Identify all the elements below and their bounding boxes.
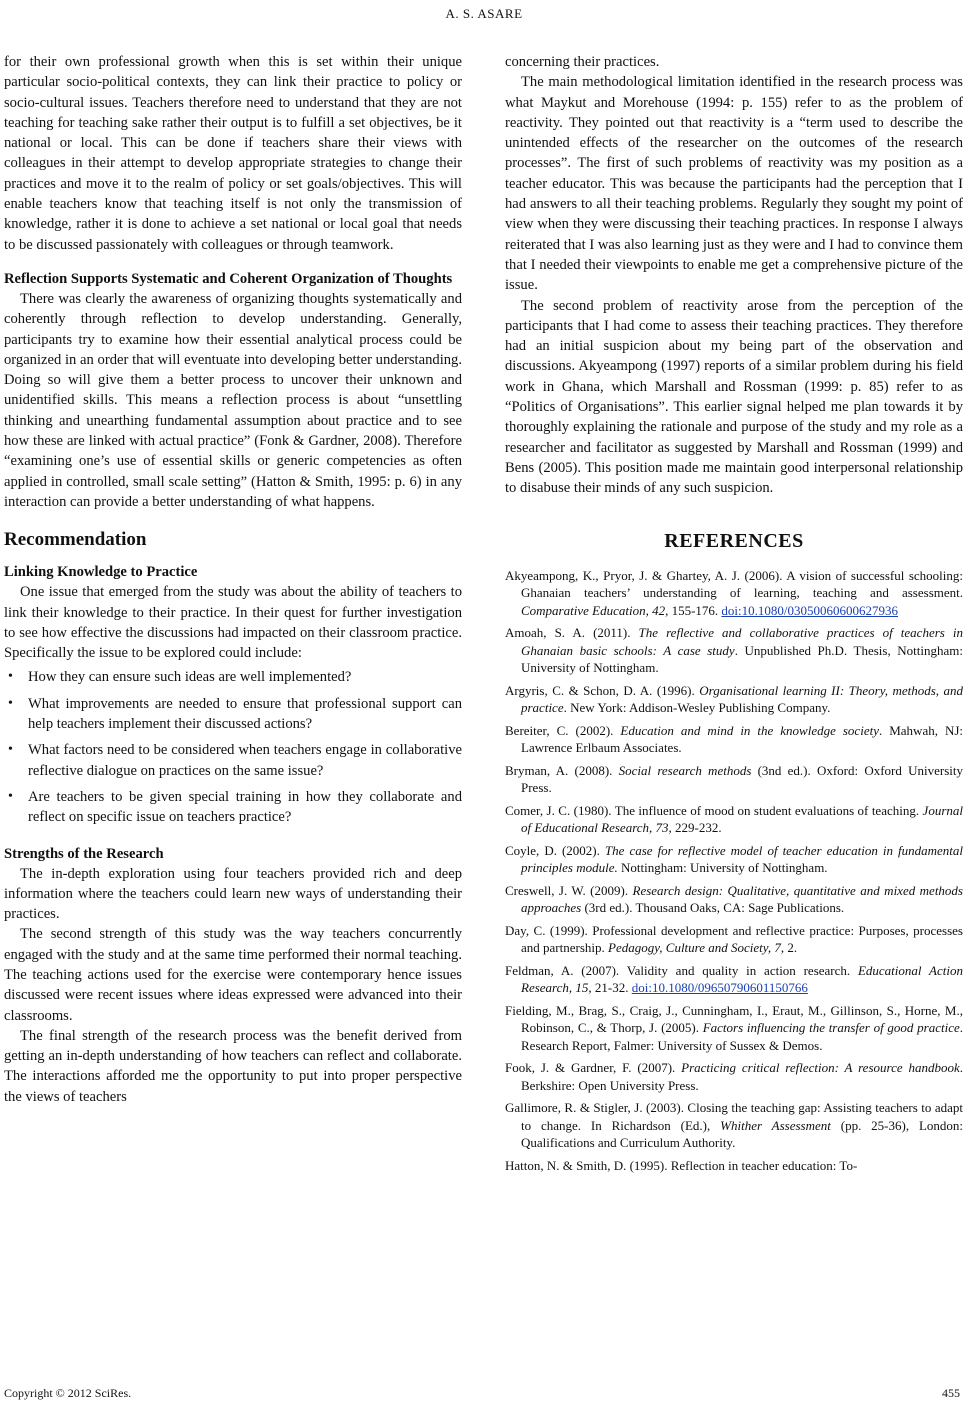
paragraph: One issue that emerged from the study was about the ability of teachers to link their knowledge to their practice. In their quest for further investigation to see how effective the discussions had impacted on their classroom practice. Specifically the issue to be explored could include: [4, 584, 462, 662]
reference-text: Coyle, D. (2002). [505, 842, 605, 858]
reference-entry [505, 842, 963, 877]
reference-text: . Unpublished Ph.D. Thesis, Nottingham: University of Nottingham. [521, 642, 964, 676]
reference-text: Creswell, J. W. (2009). [505, 882, 633, 898]
bullet-item: • What factors need to be considered when teachers engage in collaborative reflective dialogue on practices on the same issue? [4, 740, 462, 781]
reference-entry [505, 722, 963, 757]
paragraph: The second problem of reactivity arose from the perception of the participants that I had come to assess their teaching practices. They therefore had an initial suspicion about my being part of the observation and discussions. Akyeampong (1997) reports of a similar problem during his field work in Ghana, which Marshall and Rossman (1999: p. 85) refer to as “Politics of Organisations”. This earlier signal helped me plan towards it by thoroughly explaining the rationale and purpose of the study and my role as a researcher and facilitator as suggested by Marshall and Rossman (1999) and Bens (2005). This position made me maintain good interpersonal relationship to disabuse their minds of any such suspicion. [505, 297, 963, 497]
reference-text: . New York: Addison-Wesley Publishing Company. [563, 700, 831, 716]
reference-source: Comparative Education, 42, [521, 602, 669, 618]
paragraph: concerning their practices. [505, 54, 660, 70]
paragraph: The main methodological limitation identified in the research process was what Maykut and Morehouse (1994: p. 155) refer to as the problem of reactivity. They pointed out that reactivity is a “term used to describe the unintended effects of the researcher on the outcomes of the research processes”. The first of such problems of reactivity was my position as a teacher educator. This was because the participants had the perception that I had answers to all their teaching problems. Regularly they sought my point of view when they were discussing their teaching practices. In response I always reiterated that I was also learning just as they were and I had to convince them that I needed their viewpoints to enable me get a comprehensive picture of the issue. [505, 74, 963, 294]
reference-text: (pp. 25-36), London: Qualifications and Curriculum Authority. [521, 1117, 964, 1151]
left-column [4, 52, 462, 1107]
bullet-item: • How they can ensure such ideas are well implemented? [4, 667, 462, 687]
references-heading: REFERENCES [664, 529, 804, 552]
reference-text: Fielding, M., Brag, S., Craig, J., Cunningham, I., Eraut, M., Gillinson, S., Horne, M., Robinson, C., & Thorp, J. (2005). [505, 1002, 963, 1036]
reference-text: Argyris, C. & Schon, D. A. (1996). [505, 682, 700, 698]
reference-source: Social research methods [618, 762, 752, 778]
reference-source: Organisational learning II: Theory, methods, and practice [521, 682, 964, 716]
paragraph: for their own professional growth when this is set within their unique particular socio-political contexts, they can link their practice to policy or socio-cultural issues. Teachers therefore need to understand that they are not teaching for teaching sake rather their output is to fulfill a set objectives, be it national or local. This can be done if teachers share their views with colleagues in their attempt to develop appropriate strategies to change their practices and move it to the realm of policy or set goals/objectives. This will enable teachers know that teaching itself is not only the transmission of knowledge, rather it is done to achieve a set national or local goal that needs to be discussed passionately with colleagues or through teamwork. [4, 54, 462, 253]
reference-text: . Mahwah, NJ: Lawrence Erlbaum Associates. [521, 722, 964, 756]
reference-text: Feldman, A. (2007). Validity and quality in action research. [505, 962, 858, 978]
reference-text: Amoah, S. A. (2011). [505, 625, 639, 641]
paragraph: The in-depth exploration using four teachers provided rich and deep information where the teachers could learn new ways of understanding their practices. [4, 865, 462, 923]
reference-entry [505, 802, 963, 837]
reference-source: Practicing critical reflection: A resource handbook [681, 1060, 960, 1076]
reference-text: Akyeampong, K., Pryor, J. & Ghartey, A. J. (2006). A vision of successful schooling: Ghanaian teachers’ understanding of learning, teaching and assessment. [505, 567, 963, 601]
reference-source: Research design: Qualitative, quantitative and mixed methods approaches [521, 882, 963, 916]
bullet-item: • Are teachers to be given special training in how they collaborate and reflect on specific issue on teachers practice? [4, 787, 462, 828]
reference-text: Nottingham: University of Nottingham. [617, 860, 828, 876]
reference-text: 155-176. [668, 602, 722, 618]
reference-entry [505, 567, 963, 620]
reference-text: . Berkshire: Open University Press. [521, 1060, 963, 1093]
reference-text: Comer, J. C. (1980). The influence of mood on student evaluations of teaching. [505, 802, 923, 818]
reference-text: Bereiter, C. (2002). [505, 722, 621, 738]
paragraph: The final strength of the research process was the benefit derived from getting an in-depth understanding of how teachers can reflect and collaborate. The interactions afforded me the opportunity to put into proper perspective the views of teachers [4, 1027, 462, 1105]
reference-entry [505, 1099, 963, 1152]
section-heading-reflection: Reflection Supports Systematic and Coherent Organization of Thoughts [4, 270, 453, 287]
reference-source: Pedagogy, Culture and Society, 7, [608, 940, 785, 956]
section-heading-recommendation: Recommendation [4, 529, 147, 551]
reference-entry [505, 682, 963, 717]
reference-entry [505, 624, 963, 677]
running-head: A. S. ASARE [445, 6, 523, 21]
reference-source: Journal of Educational Research, 73, [521, 802, 963, 836]
reference-text: (3nd ed.). Oxford: Oxford University Press. [521, 762, 963, 796]
reference-entry [505, 882, 963, 917]
doi-link[interactable]: doi:10.1080/03050060600627936 [721, 602, 899, 618]
right-column [505, 52, 963, 1179]
reference-text: Hatton, N. & Smith, D. (1995). Reflection in teacher education: To- [505, 1157, 858, 1173]
reference-source: Education and mind in the knowledge society [620, 722, 879, 738]
reference-entry [505, 962, 963, 997]
reference-text: Gallimore, R. & Stigler, J. (2003). Closing the teaching gap: Assisting teachers to adapt to change. In Richardson (Ed.), [505, 1100, 963, 1133]
subsection-heading-linking: Linking Knowledge to Practice [4, 564, 198, 581]
reference-entry [505, 762, 963, 797]
reference-source: The reflective and collaborative practices of teachers in Ghanaian basic schools: A case study [521, 625, 963, 658]
paragraph: The second strength of this study was the way teachers concurrently engaged with the study and at the same time performed their normal teaching. The teaching actions used for the exercise were contemporary hence issues discussed were recent issues where ideas expressed were advanced into their classrooms. [4, 926, 462, 1024]
reference-text: (3rd ed.). Thousand Oaks, CA: Sage Publications. [581, 900, 845, 916]
reference-text: Bryman, A. (2008). [505, 762, 619, 778]
reference-source: Factors influencing the transfer of good practice [702, 1020, 960, 1036]
reference-list [505, 567, 963, 1175]
reference-source: Whither Assessment [720, 1117, 831, 1133]
bullet-item: • What improvements are needed to ensure that professional support can help teachers implement their discussed actions? [4, 694, 462, 735]
reference-source: Educational Action Research, 15, [521, 962, 963, 996]
reference-text: Day, C. (1999). Professional development and reflective practice: Purposes, processes and partnership. [505, 922, 963, 956]
reference-entry [505, 1059, 963, 1094]
reference-entry [505, 1157, 963, 1175]
reference-text: 21-32. [591, 980, 632, 996]
reference-text: Fook, J. & Gardner, F. (2007). [505, 1060, 682, 1076]
page-number: 455 [942, 1386, 960, 1400]
reference-entry [505, 922, 963, 957]
reference-entry [505, 1002, 963, 1055]
bullet-list [4, 667, 462, 827]
copyright-notice: Copyright © 2012 SciRes. [4, 1386, 132, 1400]
reference-text: 2. [784, 940, 798, 956]
paragraph: There was clearly the awareness of organizing thoughts systematically and coherently through reflection to develop understanding. Generally, participants try to examine how their essential analytical process could be organized in an order that will eventuate into developing better understanding. Doing so will give them a better process to uncover their unknown and unidentified skills. This means a reflection process is about “unsettling thinking and unearthing fundamental assumption about practice and to see how these are linked with actual practice” (Fonk & Gardner, 2008). Therefore “examining one’s use of essential skills or generic competencies as often applied in controlled, small scale setting” (Hatton & Smith, 1995: p. 6) in any interaction can provide a better understanding of what happens. [4, 290, 462, 510]
reference-source: The case for reflective model of teacher education in fundamental principles module. [521, 842, 963, 876]
reference-text: . Research Report, Falmer: University of Sussex & Demos. [521, 1020, 963, 1053]
reference-text: 229-232. [671, 820, 722, 836]
doi-link[interactable]: doi:10.1080/09650790601150766 [631, 980, 808, 996]
section-heading-strengths: Strengths of the Research [4, 845, 164, 862]
